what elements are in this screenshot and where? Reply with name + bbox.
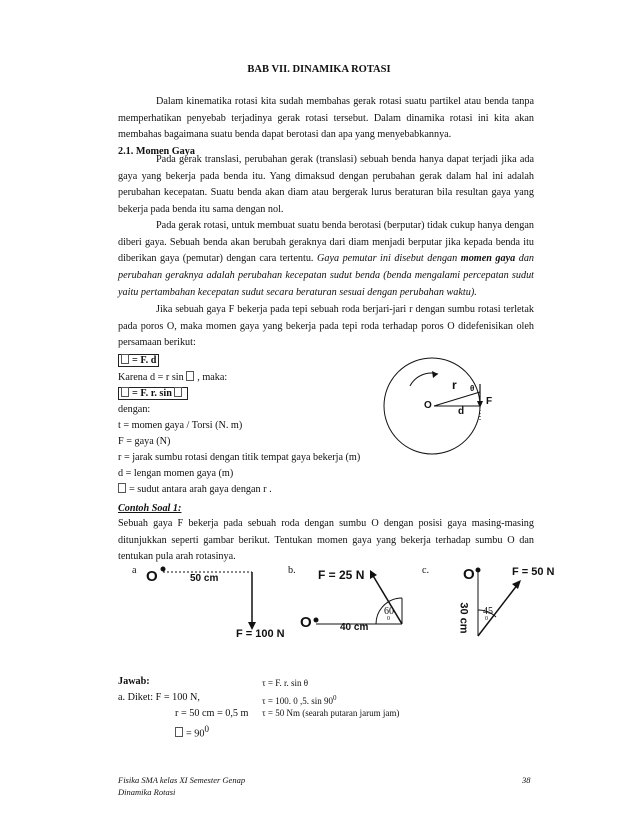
- figure-b-O: O: [300, 614, 312, 631]
- definition-F: F = gaya (N): [118, 436, 171, 447]
- footer-course: Fisika SMA kelas XI Semester Genap: [118, 775, 246, 785]
- definition-t: t = momen gaya / Torsi (N. m): [118, 420, 243, 431]
- wheel-F-label: F: [486, 396, 493, 407]
- para2-italic-2: dan perubahan geraknya adalah perubahan kecepatan sudut benda (benda mengalami percepatan sudut yaitu pertambahan kecepatan sudut secara beraturan sesuai dengan perubahan waktu).: [118, 253, 535, 298]
- figure-b-degree: 0: [387, 616, 390, 622]
- para2-italic-1: Gaya pemutar ini disebut dengan: [317, 253, 458, 265]
- figure-c-degree: 0: [485, 616, 488, 622]
- theta-symbol: [118, 483, 126, 493]
- karena-text: Karena d = r sin: [118, 372, 184, 383]
- formula1-text: = F. d: [132, 355, 157, 366]
- page-number: 38: [522, 775, 531, 785]
- calc2-sup: 0: [332, 694, 337, 702]
- theta-symbol: [186, 371, 194, 381]
- formula2-text: = F. r. sin: [132, 388, 172, 399]
- paragraph-rotasi: [118, 218, 534, 302]
- figure-b-angle: 60: [384, 606, 394, 617]
- dengan-label: dengan:: [118, 404, 151, 415]
- figure-a-pivot-dot: [161, 567, 166, 572]
- wheel-d-label: d: [458, 406, 465, 417]
- intro-paragraph: Dalam kinematika rotasi kita sudah membahas gerak rotasi suatu partikel atau benda tanpa memperhatikan penyebab terjadinya gerak rotasi tersebut. Dalam dinamika rotasi ini kita akan membahas bagaimana suatu benda dapat berotasi dan apa yang menyebabkannya.: [118, 96, 534, 141]
- wheel-O-label: O: [424, 400, 432, 411]
- radius-line: [434, 392, 480, 406]
- figure-a-O: O: [146, 568, 158, 585]
- answer-given-r: r = 50 cm = 0,5 m: [175, 708, 249, 719]
- figure-a-label: a: [132, 565, 137, 576]
- karena-end: , maka:: [197, 372, 228, 383]
- force-arrowhead: [477, 401, 483, 408]
- wheel-theta-label: θ: [470, 384, 475, 393]
- paragraph-definisi: Jika sebuah gaya F bekerja pada tepi sebuah roda berjari-jari r dengan sumbu rotasi terletak pada poros O, maka momen gaya yang bekerja pada tepi roda terhadap poros O didefenisikan oleh persamaan berikut:: [118, 304, 534, 349]
- calc-line-1: τ = F. r. sin θ: [262, 678, 309, 688]
- example-heading: Contoh Soal 1:: [118, 503, 182, 514]
- figure-c-distance: 30 cm: [457, 602, 470, 634]
- theta-symbol: [174, 387, 182, 397]
- figure-b-label: b.: [288, 565, 296, 576]
- example-text: Sebuah gaya F bekerja pada sebuah roda dengan sumbu O dengan posisi gaya masing-masing ditunjukkan seperti gambar berikut. Tentukan momen gaya yang bekerja terhadap sumbu O dan tentukan pula arah rotasinya.: [118, 518, 534, 563]
- answer-given-theta: [175, 722, 209, 741]
- answer-heading: Jawab:: [118, 676, 150, 687]
- figure-b-distance: 40 cm: [340, 622, 369, 633]
- tau-symbol: [121, 387, 129, 397]
- figure-b-force: F = 25 N: [318, 568, 365, 582]
- tau-symbol: [121, 354, 129, 364]
- wheel-r-label: r: [452, 378, 457, 392]
- formula-torque-frsin: [118, 387, 188, 401]
- figure-c-drawing: [470, 560, 530, 660]
- figure-c-force: F = 50 N: [512, 566, 555, 578]
- calc-line-3: τ = 50 Nm (searah putaran jarum jam): [262, 708, 400, 718]
- momen-gaya-term: momen gaya: [460, 253, 516, 265]
- rotation-arrowhead: [432, 371, 438, 378]
- definition-d: d = lengan momen gaya (m): [118, 468, 234, 479]
- formula-torque-fd: [118, 354, 159, 368]
- paragraph-translasi: Pada gerak translasi, perubahan gerak (translasi) sebuah benda hanya dapat terjadi jika ada gaya yang bekerja pada benda itu. Yang dimaksud dengan perubahan gerak dalam hal ini adalah perubahan kecepatan. Suatu benda akan diam atau bergerak lurus beraturan bila resultan gaya yang bekerja pada benda itu sama dengan nol.: [118, 154, 534, 216]
- figure-a-distance: 50 cm: [190, 573, 219, 584]
- answer-given-F: a. Diket: F = 100 N,: [118, 692, 200, 703]
- theta-symbol: [175, 727, 183, 737]
- para2-text: Pada gerak rotasi, untuk membuat suatu benda berotasi (berputar) tidak cukup hanya dengan diberi gaya. Sebuah benda akan berubah geraknya dari diam menjadi berputar jika kepada benda itu diberikan gaya (pemutar) dengan cara tertentu.: [118, 220, 534, 265]
- figure-a-force: F = 100 N: [236, 628, 285, 640]
- figure-b-pivot-dot: [314, 618, 319, 623]
- section-heading: 2.1. Momen Gaya: [118, 146, 195, 157]
- answer-theta-sup: 0: [204, 724, 209, 734]
- footer-chapter: Dinamika Rotasi: [118, 787, 176, 797]
- calc2-text: τ = 100. 0 ,5. sin 90: [262, 696, 333, 706]
- definition-theta: [118, 483, 272, 497]
- answer-theta-text: = 90: [186, 728, 205, 740]
- figure-c-angle: 45: [483, 606, 493, 617]
- definition-r: r = jarak sumbu rotasi dengan titik tempat gaya bekerja (m): [118, 452, 361, 463]
- figure-c-O: O: [463, 566, 475, 583]
- figure-c-pivot-dot: [476, 568, 481, 573]
- figure-c-arrowhead: [512, 580, 521, 589]
- karena-line: [118, 371, 227, 385]
- wheel-diagram: [380, 340, 540, 460]
- chapter-title: BAB VII. DINAMIKA ROTASI: [247, 64, 391, 75]
- figure-c-label: c.: [422, 565, 430, 576]
- definition-theta-text: = sudut antara arah gaya dengan r .: [129, 484, 272, 495]
